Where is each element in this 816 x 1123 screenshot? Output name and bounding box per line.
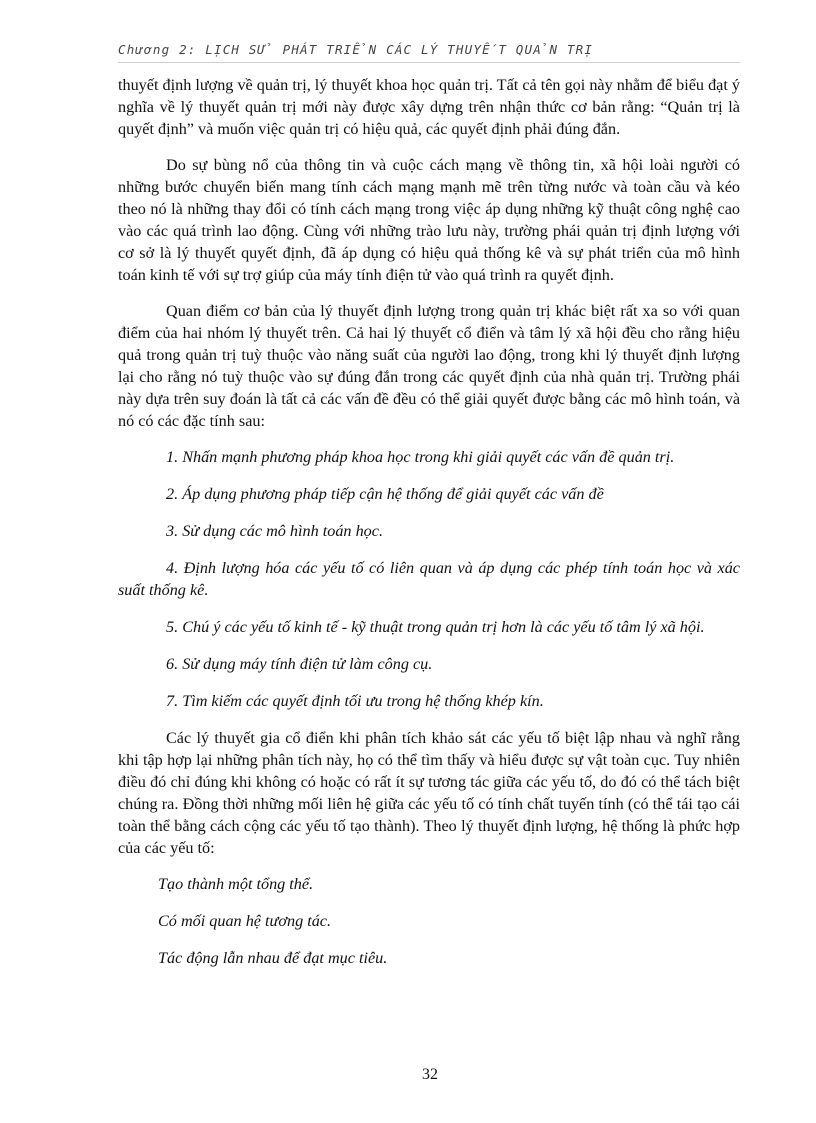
body-text [118, 74, 740, 984]
system-trait-item: Tạo thành một tổng thể. [158, 875, 314, 893]
paragraph-information-revolution: Do sự bùng nổ của thông tin và cuộc cách mạng về thông tin, xã hội loài người có những bước chuyển biến mang tính cách mạng mạnh mẽ trên từng nước và toàn cầu và kéo theo nó là những thay đổi có tính cách mạng trong việc áp dụng những kỹ thuật công nghệ cao vào các quá trình lao động. Cùng với những trào lưu này, trường phái quản trị định lượng với cơ sở là lý thuyết quyết định, đã áp dụng có hiệu quả thống kê và sự phát triển của mô hình toán kinh tế với sự trợ giúp của máy tính điện tử vào quá trình ra quyết định. [118, 156, 740, 284]
system-trait-item: Có mối quan hệ tương tác. [158, 912, 332, 930]
page-number: 32 [422, 1066, 438, 1083]
system-trait-item: Tác động lẫn nhau để đạt mục tiêu. [158, 949, 388, 967]
characteristic-item: 5. Chú ý các yếu tố kinh tế - kỹ thuật trong quản trị hơn là các yếu tố tâm lý xã hội. [166, 618, 705, 636]
running-header: Chương 2: LỊCH SỬ PHÁT TRIỂN CÁC LÝ THUYẾT QUẢN TRỊ [118, 42, 594, 57]
characteristic-item: 2. Áp dụng phương pháp tiếp cận hệ thống để giải quyết các vấn đề [166, 485, 604, 503]
header-divider [118, 62, 740, 63]
paragraph-basic-viewpoint: Quan điểm cơ bản của lý thuyết định lượng trong quản trị khác biệt rất xa so với quan điểm của hai nhóm lý thuyết trên. Cả hai lý thuyết cổ điển và tâm lý xã hội đều cho rằng hiệu quả trong quản trị tuỳ thuộc vào năng suất của người lao động, trong khi lý thuyết định lượng lại cho rằng nó tuỳ thuộc vào sự đúng đắn trong các quyết định của nhà quản trị. Trường phái này dựa trên suy đoán là tất cả các vấn đề đều có thể giải quyết được bằng các mô hình toán, và nó có các đặc tính sau: [118, 302, 740, 430]
characteristic-item: 7. Tìm kiếm các quyết định tối ưu trong hệ thống khép kín. [166, 692, 544, 710]
characteristic-item: 4. Định lượng hóa các yếu tố có liên quan và áp dụng các phép tính toán học và xác suất thống kê. [118, 559, 740, 599]
characteristic-item: 3. Sử dụng các mô hình toán học. [166, 522, 383, 540]
paragraph-continuation: thuyết định lượng về quản trị, lý thuyết khoa học quản trị. Tất cả tên gọi này nhằm để biểu đạt ý nghĩa về lý thuyết quản trị mới này được xây dựng trên nhận thức cơ bản rằng: “Quản trị là quyết định” và muốn việc quản trị có hiệu quả, các quyết định phải đúng đắn. [118, 76, 740, 138]
characteristic-item: 1. Nhấn mạnh phương pháp khoa học trong khi giải quyết các vấn đề quản trị. [166, 448, 675, 466]
characteristic-item: 6. Sử dụng máy tính điện tử làm công cụ. [166, 655, 433, 673]
paragraph-classical-theorists: Các lý thuyết gia cổ điển khi phân tích khảo sát các yếu tố biệt lập nhau và nghĩ rằng khi tập hợp lại những phân tích này, họ có thể tìm thấy và hiểu được sự vật toàn cục. Tuy nhiên điều đó chỉ đúng khi không có hoặc có rất ít sự tương tác giữa các yếu tố, do đó có thể tách biệt chúng ra. Đồng thời những mối liên hệ giữa các yếu tố có tính chất tuyến tính (có thể tái tạo cái toàn thể bằng cách cộng các yếu tố tạo thành). Theo lý thuyết định lượng, hệ thống là phức hợp của các yếu tố: [118, 729, 740, 857]
